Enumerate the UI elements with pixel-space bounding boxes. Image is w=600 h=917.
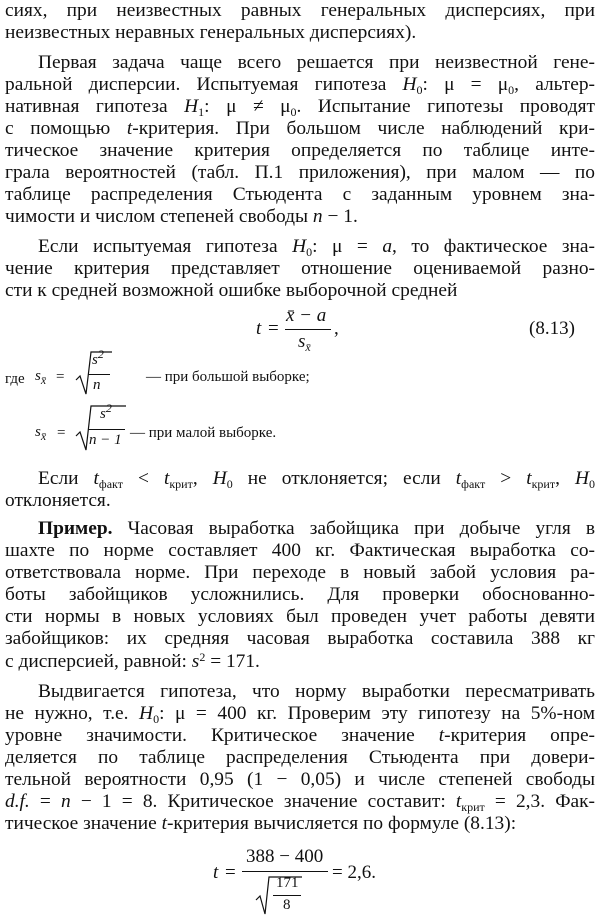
- text-line: ответствовала норме. При переходе в новый забой условия ра-: [5, 562, 595, 583]
- text-line: Выдвигается гипотеза, что норму выработки пересматривать: [38, 681, 595, 702]
- formula-denominator: n: [93, 377, 101, 393]
- formula-note: — при большой выборке;: [146, 369, 310, 385]
- formula-comma: ,: [334, 318, 339, 339]
- formula-t-symbol: t: [256, 318, 262, 339]
- formula-denominator: $s_{x̄}$: [298, 331, 311, 354]
- text-line: шахте по норме составляет 400 кг. Фактическая выработка со-: [5, 540, 595, 561]
- text-line: отклоняется.: [5, 490, 111, 511]
- text-line: с дисперсией, равной: $s^2 = 171$.: [5, 650, 260, 672]
- text-line: Пример. Часовая выработка забойщика при добыче угля в: [38, 518, 595, 539]
- formula-denominator-denominator: 8: [283, 897, 291, 913]
- text-line: Если $t_{факт} < t_{крит}$, $H_0$ не отклоняется; если $t_{факт} > t_{крит}$, $H_0$: [38, 468, 595, 491]
- formula-equals: =: [268, 318, 279, 339]
- formula-numerator: 388 − 400: [246, 846, 324, 867]
- text-line: боты забойщиков усложнились. Для проверки обоснованно-: [5, 584, 595, 605]
- formula-equals: =: [225, 862, 236, 883]
- text-line: неизвестных неравных генеральных дисперсиях).: [5, 22, 417, 43]
- text-line: с помощью t-критерия. При большом числе наблюдений кри-: [5, 118, 596, 139]
- text-line: Если испытуемая гипотеза $H_0$: μ = a, то фактическое зна-: [38, 236, 595, 259]
- fraction-bar: [273, 895, 301, 896]
- text-line: ральной дисперсии. Испытуемая гипотеза $H_0$: $\mu = \mu_0$, альтер-: [5, 74, 595, 97]
- text-line: не нужно, т.е. $H_0$: μ = 400 кг. Проверим эту гипотезу на 5%-ном: [5, 703, 596, 726]
- text-line: забойщиков: их средняя часовая выработка составила 388 кг: [5, 628, 595, 649]
- equation-number: (8.13): [529, 318, 575, 339]
- formula-equals: =: [57, 425, 66, 441]
- text-line: грала вероятностей (табл. П.1 приложения), при малом — по: [5, 162, 595, 183]
- text-line: d.f. = n − 1 = 8. Критическое значение составит: $t_{крит} = 2,3$. Фак-: [5, 791, 595, 814]
- text-line: сти нормы в новых условиях был проведен учет работы девяти: [5, 606, 595, 627]
- fraction-bar: [88, 374, 110, 375]
- formula-denominator: n − 1: [89, 432, 122, 448]
- formula-numerator: x̄ − a: [286, 305, 327, 326]
- text-line: таблице распределения Стьюдента с заданным уровнем зна-: [5, 184, 595, 205]
- fraction-bar: [88, 429, 125, 430]
- formula-numerator: $s^2$: [92, 347, 104, 368]
- formula-numerator: $s^2$: [100, 401, 112, 422]
- formula-s-symbol: $s_{x̄}$: [35, 424, 47, 443]
- formula-note: — при малой выборке.: [130, 425, 277, 441]
- formula-equals: =: [56, 369, 65, 385]
- text-line: тическое значение t-критерия вычисляется по формуле (8.13):: [5, 813, 517, 834]
- text-line: деляется по таблице распределения Стьюдента при довери-: [5, 747, 595, 768]
- text-line: сиях, при неизвестных равных генеральных дисперсиях, при: [5, 0, 595, 21]
- fraction-bar: [285, 329, 331, 330]
- formula-s-symbol: $s_{x̄}$: [35, 368, 47, 387]
- text-line: тельной вероятности 0,95 (1 − 0,05) и числе степеней свободы: [5, 769, 595, 790]
- text-line: чение критерия представляет отношение оцениваемой разно-: [5, 258, 595, 279]
- text-line: тическое значение критерия определяется по таблице инте-: [5, 140, 595, 161]
- fraction-bar: [242, 871, 328, 872]
- text-line: чимости и числом степеней свободы n − 1.: [5, 206, 358, 227]
- text-line: нативная гипотеза $H_1$: $\mu \ne \mu_0$. Испытание гипотезы проводят: [5, 96, 595, 119]
- text-prefix: где: [5, 371, 25, 387]
- formula-result: = 2,6.: [332, 862, 376, 883]
- formula-t-symbol: t: [213, 862, 219, 883]
- text-line: сти к средней возможной ошибке выборочной средней: [5, 280, 458, 301]
- formula-denominator-numerator: 171: [276, 875, 299, 891]
- text-line: уровне значимости. Критическое значение t-критерия опре-: [5, 725, 596, 746]
- text-line: Первая задача чаще всего решается при неизвестной гене-: [38, 52, 595, 73]
